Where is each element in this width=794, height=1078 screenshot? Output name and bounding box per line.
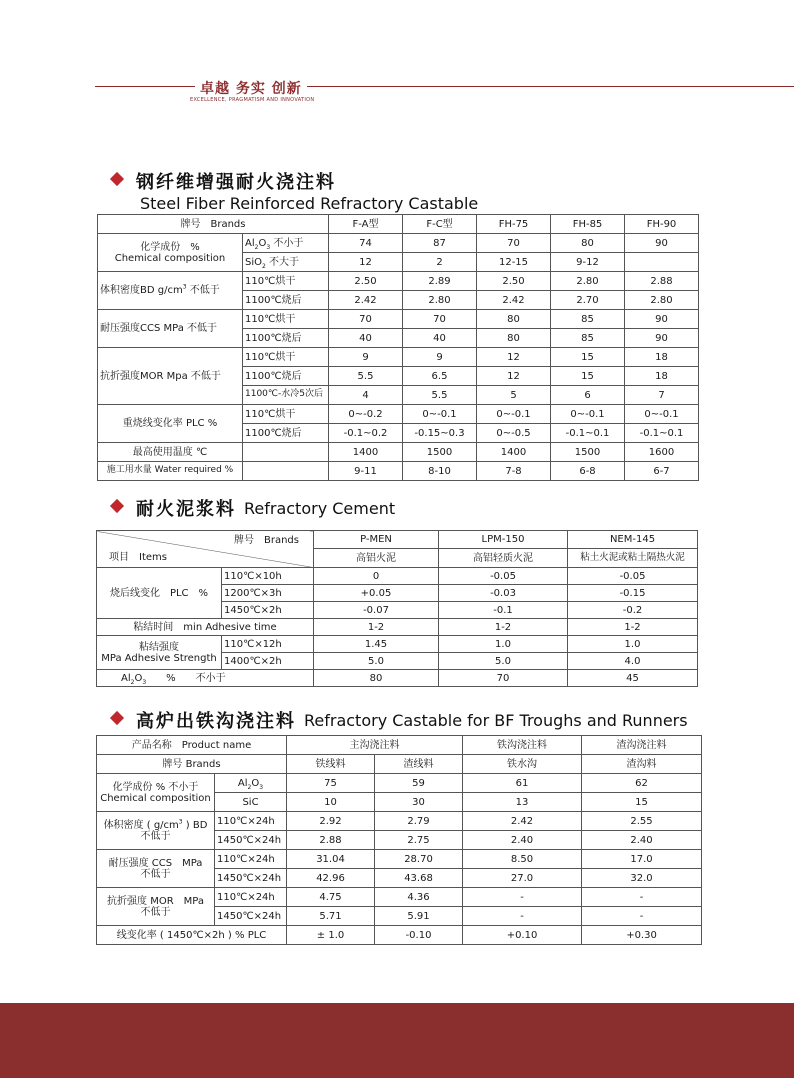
value-cell: -0.1~0.1: [551, 424, 625, 443]
brand-cell: 渣线料: [375, 755, 463, 774]
value-cell: 1-2: [314, 619, 439, 636]
section-2-heading: [112, 495, 395, 521]
text-part: O: [258, 237, 267, 249]
value-cell: 1400: [329, 443, 403, 462]
chem-label-cn: 化学成份 %: [140, 241, 200, 253]
value-cell: 0~-0.5: [477, 424, 551, 443]
brand-cell: FH-75: [477, 215, 551, 234]
steel-fiber-table: [97, 214, 699, 481]
group-header: 铁沟浇注料: [463, 736, 582, 755]
text-part: 不低于: [186, 285, 220, 296]
value-cell: 1-2: [439, 619, 568, 636]
value-cell: 1600: [625, 443, 699, 462]
value-cell: 5: [477, 386, 551, 405]
condition-label: 110℃烘干: [243, 310, 329, 329]
chem-label-en: Chemical composition: [114, 252, 226, 264]
text-part: % 不小于: [146, 672, 226, 684]
value-cell: 32.0: [582, 869, 702, 888]
value-cell: 28.70: [375, 850, 463, 869]
value-cell: 5.5: [329, 367, 403, 386]
brand-cell: 铁线料: [287, 755, 375, 774]
brand-cell: 渣沟料: [582, 755, 702, 774]
value-cell: 12: [477, 367, 551, 386]
value-cell: 31.04: [287, 850, 375, 869]
value-cell: -0.10: [375, 926, 463, 945]
text-part: 体积密度BD g/cm: [100, 285, 183, 296]
text-part: SiO: [245, 256, 262, 268]
brands-header: 牌号 Brands: [97, 755, 287, 774]
diamond-bullet-icon: [110, 711, 124, 725]
value-cell: 4.75: [287, 888, 375, 907]
condition-label: 1100℃烧后: [243, 329, 329, 348]
value-cell: 1500: [551, 443, 625, 462]
value-cell: +0.10: [463, 926, 582, 945]
condition-label: 1450℃×24h: [215, 907, 287, 926]
value-cell: 61: [463, 774, 582, 793]
value-cell: 8.50: [463, 850, 582, 869]
al2o3-label: [215, 774, 287, 793]
al2o3-label: [97, 670, 314, 687]
value-cell: 15: [551, 367, 625, 386]
condition-label: 110℃烘干: [243, 405, 329, 424]
value-cell: 6-8: [551, 462, 625, 481]
section-1-title: 钢纤维增强耐火浇注料: [136, 172, 336, 193]
product-name-cell: 高铝轻质火泥: [439, 549, 568, 568]
adhesive-strength-label: [97, 636, 222, 670]
text-part: Al: [245, 237, 255, 249]
value-cell: 80: [477, 310, 551, 329]
condition-label: 1100℃烧后: [243, 424, 329, 443]
brand-cell: NEM-145: [568, 531, 698, 549]
section-3-heading: [112, 707, 688, 733]
value-cell: 1.0: [439, 636, 568, 653]
condition-label: 110℃烘干: [243, 348, 329, 367]
value-cell: 2.80: [551, 272, 625, 291]
value-cell: 80: [314, 670, 439, 687]
label-cn: 粘结强度: [139, 641, 179, 653]
value-cell: 0~-0.1: [403, 405, 477, 424]
value-cell: 2.50: [329, 272, 403, 291]
subscript: 3: [266, 243, 271, 251]
value-cell: 2.50: [477, 272, 551, 291]
bd-label-line2: 不低于: [140, 830, 171, 842]
value-cell: 40: [329, 329, 403, 348]
subscript: 3: [259, 783, 264, 791]
value-cell: 4.36: [375, 888, 463, 907]
text-part: 不大于: [265, 256, 300, 268]
text-part: 不小于: [270, 237, 304, 249]
value-cell: 4: [329, 386, 403, 405]
value-cell: 18: [625, 367, 699, 386]
superscript: 3: [178, 818, 183, 826]
label-en: MPa Adhesive Strength: [101, 652, 217, 664]
value-cell: 6-7: [625, 462, 699, 481]
condition-label: 1100℃烧后: [243, 291, 329, 310]
value-cell: 2.89: [403, 272, 477, 291]
value-cell: 7-8: [477, 462, 551, 481]
value-cell: 75: [287, 774, 375, 793]
text-part: O: [134, 672, 143, 684]
section-3-title-en: Refractory Castable for BF Troughs and Runners: [304, 710, 688, 730]
plc-label: 烧后线变化 PLC %: [97, 568, 222, 619]
al2o3-label: [243, 234, 329, 253]
value-cell: 80: [551, 234, 625, 253]
value-cell: 7: [625, 386, 699, 405]
chem-label: [97, 774, 215, 812]
empty-cell: [243, 462, 329, 481]
superscript: 3: [182, 283, 187, 291]
bd-label: [98, 272, 243, 310]
value-cell: 27.0: [463, 869, 582, 888]
value-cell: 5.91: [375, 907, 463, 926]
mor-label: [97, 888, 215, 926]
value-cell: 5.71: [287, 907, 375, 926]
value-cell: -0.15~0.3: [403, 424, 477, 443]
section-1-heading: [112, 168, 336, 194]
subscript: 2: [262, 262, 266, 270]
value-cell: 80: [477, 329, 551, 348]
value-cell: -0.1: [439, 602, 568, 619]
condition-label: 110℃烘干: [243, 272, 329, 291]
value-cell: 9-11: [329, 462, 403, 481]
bd-label-line1: [99, 820, 212, 831]
value-cell: 2.80: [625, 291, 699, 310]
subscript: 2: [130, 678, 135, 686]
value-cell: -0.07: [314, 602, 439, 619]
value-cell: 1.0: [568, 636, 698, 653]
product-name-header: 产品名称 Product name: [97, 736, 287, 755]
value-cell: 12-15: [477, 253, 551, 272]
brand-cell: F-A型: [329, 215, 403, 234]
group-header: 主沟浇注料: [287, 736, 463, 755]
value-cell: 85: [551, 329, 625, 348]
empty-cell: [243, 443, 329, 462]
footer-bar: [0, 1003, 794, 1078]
value-cell: +0.05: [314, 585, 439, 602]
condition-label: 1450℃×24h: [215, 831, 287, 850]
value-cell: 62: [582, 774, 702, 793]
ccs-label: 耐压强度CCS MPa 不低于: [98, 310, 243, 348]
value-cell: 9: [403, 348, 477, 367]
ccs-label-line1: 耐压强度 CCS MPa: [108, 857, 203, 869]
section-1-subtitle: Steel Fiber Reinforced Refractory Castable: [140, 194, 479, 213]
value-cell: 90: [625, 329, 699, 348]
text-part: 体积密度 ( g/cm: [103, 819, 179, 831]
value-cell: 70: [439, 670, 568, 687]
brand-cell: F-C型: [403, 215, 477, 234]
product-name-cell: 高铝火泥: [314, 549, 439, 568]
value-cell: 70: [477, 234, 551, 253]
value-cell: 1400: [477, 443, 551, 462]
condition-label: 1100℃烧后: [243, 367, 329, 386]
chem-label: [98, 234, 243, 272]
max-temp-label: 最高使用温度 ℃: [98, 443, 243, 462]
section-2-title-en: Refractory Cement: [244, 498, 396, 518]
value-cell: 2.42: [477, 291, 551, 310]
value-cell: [625, 253, 699, 272]
value-cell: -: [463, 907, 582, 926]
value-cell: -0.1~0.1: [625, 424, 699, 443]
plc-label: 线变化率 ( 1450℃×2h ) % PLC: [97, 926, 287, 945]
header-slogan: 卓越 务实 创新: [200, 81, 302, 97]
value-cell: -: [582, 888, 702, 907]
value-cell: 5.5: [403, 386, 477, 405]
value-cell: 2.75: [375, 831, 463, 850]
subscript: 2: [247, 783, 252, 791]
value-cell: -: [463, 888, 582, 907]
value-cell: -: [582, 907, 702, 926]
condition-label: 110℃×24h: [215, 850, 287, 869]
value-cell: 90: [625, 310, 699, 329]
value-cell: 2.88: [287, 831, 375, 850]
value-cell: 6.5: [403, 367, 477, 386]
sio2-label: [243, 253, 329, 272]
condition-label: 110℃×24h: [215, 812, 287, 831]
condition-label: 1450℃×24h: [215, 869, 287, 888]
value-cell: 2.80: [403, 291, 477, 310]
value-cell: 90: [625, 234, 699, 253]
chem-label-cn: 化学成份 % 不小于: [112, 781, 199, 793]
value-cell: 12: [329, 253, 403, 272]
brand-cell: P-MEN: [314, 531, 439, 549]
value-cell: -0.03: [439, 585, 568, 602]
text-part: ) BD: [182, 819, 208, 831]
value-cell: 6: [551, 386, 625, 405]
value-cell: 2.79: [375, 812, 463, 831]
text-part: Al: [121, 672, 131, 684]
value-cell: 0~-0.2: [329, 405, 403, 424]
value-cell: 2.70: [551, 291, 625, 310]
value-cell: 13: [463, 793, 582, 812]
value-cell: 2.40: [582, 831, 702, 850]
bd-label: [97, 812, 215, 850]
condition-label: 1400℃×2h: [222, 653, 314, 670]
brand-cell: FH-85: [551, 215, 625, 234]
bf-trough-table: [96, 735, 702, 945]
value-cell: 5.0: [439, 653, 568, 670]
value-cell: -0.15: [568, 585, 698, 602]
mor-label-line1: 抗折强度 MOR MPa: [107, 895, 204, 907]
brand-cell: FH-90: [625, 215, 699, 234]
value-cell: 4.0: [568, 653, 698, 670]
mor-label-line2: 不低于: [140, 906, 171, 918]
section-3-title: 高炉出铁沟浇注料: [136, 711, 296, 732]
water-label: 施工用水量 Water required %: [98, 462, 243, 481]
value-cell: 2.42: [329, 291, 403, 310]
value-cell: 74: [329, 234, 403, 253]
value-cell: 1-2: [568, 619, 698, 636]
brand-cell: LPM-150: [439, 531, 568, 549]
brand-cell: 铁水沟: [463, 755, 582, 774]
value-cell: 0~-0.1: [625, 405, 699, 424]
condition-label: 110℃×10h: [222, 568, 314, 585]
value-cell: 85: [551, 310, 625, 329]
value-cell: 2.88: [625, 272, 699, 291]
condition-label: 1100℃-水冷5次后: [243, 386, 329, 405]
value-cell: 10: [287, 793, 375, 812]
adhesive-time-label: 粘结时间 min Adhesive time: [97, 619, 314, 636]
section-2-title: 耐火泥浆料: [136, 499, 236, 520]
value-cell: -0.2: [568, 602, 698, 619]
value-cell: 0: [314, 568, 439, 585]
items-brands-header: [97, 531, 314, 568]
ccs-label: [97, 850, 215, 888]
value-cell: 2.92: [287, 812, 375, 831]
plc-label: 重烧线变化率 PLC %: [98, 405, 243, 443]
value-cell: 15: [582, 793, 702, 812]
value-cell: 40: [403, 329, 477, 348]
value-cell: 87: [403, 234, 477, 253]
value-cell: 9: [329, 348, 403, 367]
diamond-bullet-icon: [110, 172, 124, 186]
mor-label: 抗折强度MOR Mpa 不低于: [98, 348, 243, 405]
group-header: 渣沟浇注料: [582, 736, 702, 755]
value-cell: 12: [477, 348, 551, 367]
value-cell: 8-10: [403, 462, 477, 481]
value-cell: -0.05: [439, 568, 568, 585]
subscript: 3: [142, 678, 147, 686]
value-cell: 59: [375, 774, 463, 793]
product-name-cell: 粘土火泥或粘土隔热火泥: [568, 549, 698, 568]
sic-label: SiC: [215, 793, 287, 812]
value-cell: 70: [329, 310, 403, 329]
value-cell: 2.55: [582, 812, 702, 831]
brands-header: 牌号 Brands: [98, 215, 329, 234]
text-part: O: [251, 777, 260, 789]
brands-header: 牌号 Brands: [234, 535, 299, 546]
value-cell: ± 1.0: [287, 926, 375, 945]
value-cell: 0~-0.1: [477, 405, 551, 424]
value-cell: 1.45: [314, 636, 439, 653]
ccs-label-line2: 不低于: [140, 868, 171, 880]
value-cell: 70: [403, 310, 477, 329]
value-cell: 15: [551, 348, 625, 367]
condition-label: 110℃×24h: [215, 888, 287, 907]
value-cell: 17.0: [582, 850, 702, 869]
condition-label: 1450℃×2h: [222, 602, 314, 619]
refractory-cement-table: [96, 530, 698, 687]
value-cell: 0~-0.1: [551, 405, 625, 424]
value-cell: -0.1~0.2: [329, 424, 403, 443]
value-cell: 2: [403, 253, 477, 272]
value-cell: 42.96: [287, 869, 375, 888]
header-slogan-en: EXCELLENCE, PRAGMATISM AND INNOVATION: [190, 97, 315, 103]
items-header: 项目 Items: [109, 552, 167, 563]
value-cell: 43.68: [375, 869, 463, 888]
value-cell: 1500: [403, 443, 477, 462]
value-cell: +0.30: [582, 926, 702, 945]
value-cell: 9-12: [551, 253, 625, 272]
text-part: Al: [237, 777, 248, 789]
subscript: 2: [254, 243, 259, 251]
value-cell: 2.42: [463, 812, 582, 831]
condition-label: 110℃×12h: [222, 636, 314, 653]
value-cell: -0.05: [568, 568, 698, 585]
condition-label: 1200℃×3h: [222, 585, 314, 602]
value-cell: 2.40: [463, 831, 582, 850]
value-cell: 30: [375, 793, 463, 812]
value-cell: 18: [625, 348, 699, 367]
diamond-bullet-icon: [110, 499, 124, 513]
value-cell: 45: [568, 670, 698, 687]
chem-label-en: Chemical composition: [100, 792, 211, 804]
value-cell: 5.0: [314, 653, 439, 670]
